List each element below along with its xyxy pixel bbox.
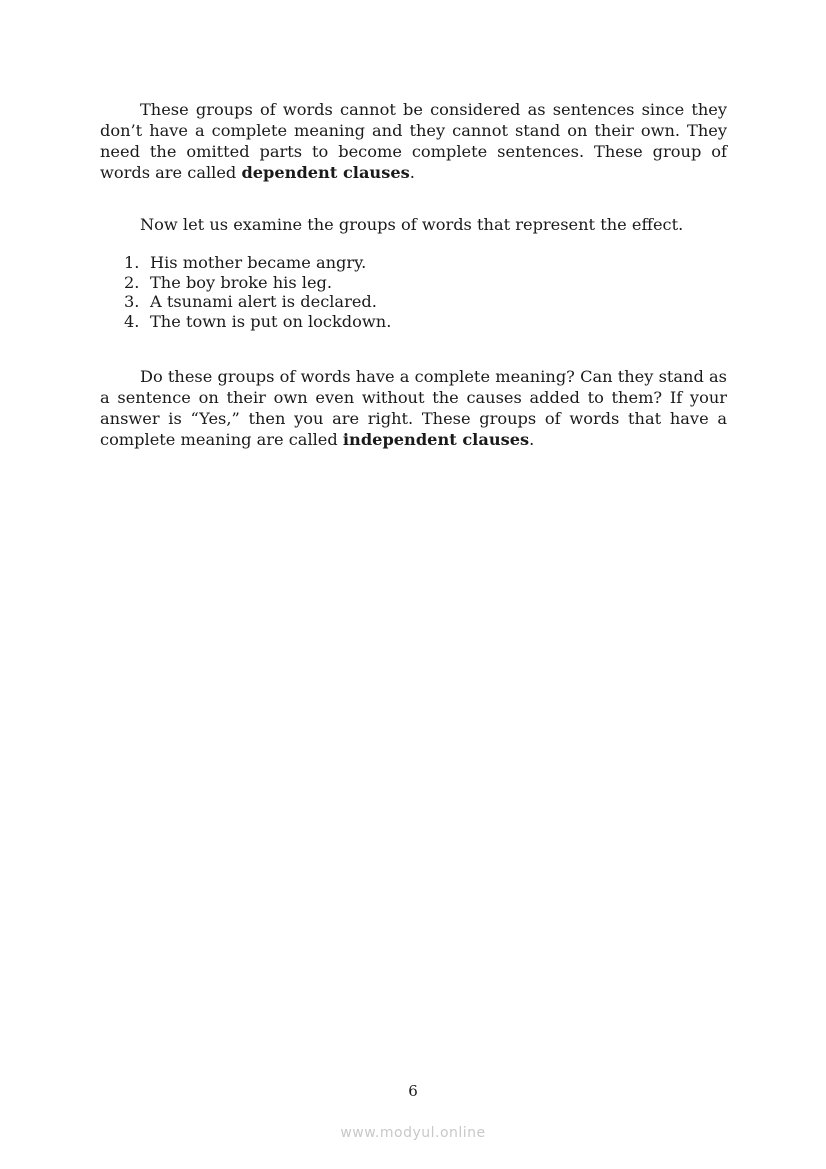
list-text: The town is put on lockdown. [150,311,392,331]
list-item [100,292,727,312]
list-item [100,312,727,332]
list-text: The boy broke his leg. [150,272,333,292]
paragraph-independent-clauses [100,366,727,450]
paragraph-text: These groups of words cannot be considered as sentences since they don’t have a complete meaning and they cannot stand on their own. They need the omitted parts to become complete sentences. These group of words are called [100,100,727,182]
list-number: 2. [124,272,140,292]
list-text: His mother became angry. [150,253,367,272]
paragraph-end: . [409,163,415,182]
watermark: www.modyul.online [340,1125,486,1141]
list-text: A tsunami alert is declared. [150,292,377,312]
list-item [100,273,727,293]
list-item [100,253,727,273]
term-independent-clauses: independent clauses [342,430,530,450]
paragraph-text: Do these groups of words have a complete meaning? Can they stand as a sentence on their own even without the causes added to them? If your answer is “Yes,” then you are right. These groups of words that have a complete meaning are called [100,367,727,450]
term-dependent-clauses: dependent clauses [241,163,410,182]
page-number: 6 [408,1082,418,1100]
effect-list [100,253,727,331]
paragraph-dependent-clauses [100,99,727,183]
paragraph-end: . [529,430,535,450]
paragraph-examine-effect: Now let us examine the groups of words that represent the effect. [140,215,684,234]
list-number: 4. [124,311,140,331]
list-number: 1. [124,253,140,272]
page-body [100,99,727,450]
list-number: 3. [124,292,140,312]
